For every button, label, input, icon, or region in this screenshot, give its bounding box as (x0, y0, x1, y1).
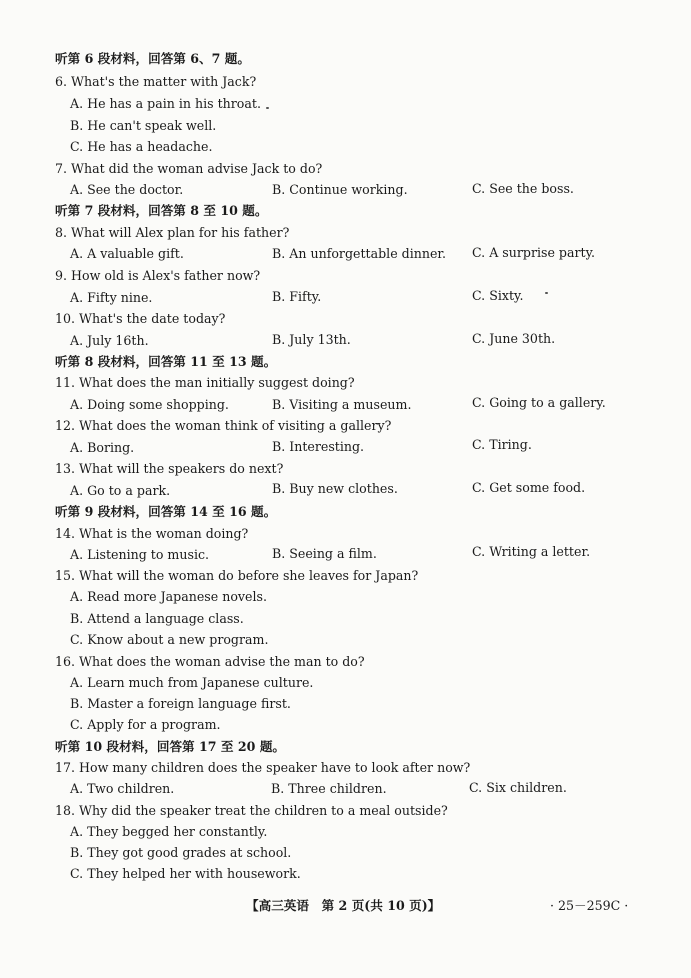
section-7-heading: 听第 7 段材料，回答第 8 至 10 题。 (55, 203, 268, 218)
question-8-option-c: C. A surprise party. (472, 245, 596, 260)
section-6-heading: 听第 6 段材料，回答第 6、7 题。 (55, 51, 250, 66)
question-11-stem: 11. What does the man initially suggest doing? (55, 375, 355, 390)
question-14-option-c: C. Writing a letter. (472, 544, 591, 559)
question-14-option-a: A. Listening to music. (70, 547, 210, 562)
question-16-option-a: A. Learn much from Japanese culture. (70, 675, 314, 690)
question-10-option-c: C. June 30th. (472, 331, 556, 346)
question-17-stem: 17. How many children does the speaker have to look after now? (55, 760, 471, 775)
question-16-option-b: B. Master a foreign language first. (70, 696, 291, 711)
scan-speck (545, 292, 548, 294)
question-12-option-a: A. Boring. (70, 440, 135, 455)
question-18-option-a: A. They begged her constantly. (70, 824, 268, 839)
question-9-option-a: A. Fifty nine. (70, 290, 153, 305)
question-9-stem: 9. How old is Alex's father now? (55, 268, 261, 283)
question-14-option-b: B. Seeing a film. (272, 546, 377, 561)
question-6-option-c: C. He has a headache. (70, 139, 213, 154)
question-15-option-c: C. Know about a new program. (70, 632, 269, 647)
question-6-option-b: B. He can't speak well. (70, 118, 217, 133)
question-17-option-b: B. Three children. (271, 781, 387, 796)
question-7-option-b: B. Continue working. (272, 182, 408, 197)
question-16-stem: 16. What does the woman advise the man to do? (55, 654, 365, 669)
question-18-stem: 18. Why did the speaker treat the children to a meal outside? (55, 803, 448, 818)
question-6-option-a: A. He has a pain in his throat. (70, 96, 261, 111)
question-8-option-b: B. An unforgettable dinner. (272, 246, 447, 261)
question-15-option-b: B. Attend a language class. (70, 611, 244, 626)
section-9-heading: 听第 9 段材料，回答第 14 至 16 题。 (55, 504, 277, 519)
question-13-stem: 13. What will the speakers do next? (55, 461, 284, 476)
question-11-option-a: A. Doing some shopping. (70, 397, 229, 412)
question-9-option-c: C. Sixty. (472, 288, 524, 303)
question-18-option-c: C. They helped her with housework. (70, 866, 301, 881)
question-10-option-b: B. July 13th. (272, 332, 351, 347)
question-7-option-a: A. See the doctor. (70, 182, 184, 197)
question-13-option-c: C. Get some food. (472, 480, 586, 495)
question-10-option-a: A. July 16th. (70, 333, 149, 348)
page-footer-label: 【高三英语 第 2 页(共 10 页)】 (246, 898, 441, 913)
question-6-stem: 6. What's the matter with Jack? (55, 74, 257, 89)
question-14-stem: 14. What is the woman doing? (55, 526, 249, 541)
question-16-option-c: C. Apply for a program. (70, 717, 221, 732)
question-12-option-c: C. Tiring. (472, 437, 532, 452)
scan-speck (266, 107, 269, 109)
question-7-stem: 7. What did the woman advise Jack to do? (55, 161, 323, 176)
question-11-option-b: B. Visiting a museum. (272, 397, 412, 412)
question-17-option-a: A. Two children. (70, 781, 175, 796)
question-7-option-c: C. See the boss. (472, 181, 574, 196)
question-12-stem: 12. What does the woman think of visiting a gallery? (55, 418, 392, 433)
section-8-heading: 听第 8 段材料，回答第 11 至 13 题。 (55, 354, 277, 369)
question-9-option-b: B. Fifty. (272, 289, 322, 304)
question-8-stem: 8. What will Alex plan for his father? (55, 225, 290, 240)
question-15-option-a: A. Read more Japanese novels. (70, 589, 267, 604)
question-8-option-a: A. A valuable gift. (70, 246, 184, 261)
question-15-stem: 15. What will the woman do before she leaves for Japan? (55, 568, 419, 583)
question-13-option-a: A. Go to a park. (70, 483, 171, 498)
question-13-option-b: B. Buy new clothes. (272, 481, 398, 496)
page-code: · 25－259C · (550, 898, 629, 913)
question-11-option-c: C. Going to a gallery. (472, 395, 606, 410)
section-10-heading: 听第 10 段材料，回答第 17 至 20 题。 (55, 739, 286, 754)
question-12-option-b: B. Interesting. (272, 439, 365, 454)
question-10-stem: 10. What's the date today? (55, 311, 226, 326)
question-17-option-c: C. Six children. (469, 780, 567, 795)
question-18-option-b: B. They got good grades at school. (70, 845, 292, 860)
